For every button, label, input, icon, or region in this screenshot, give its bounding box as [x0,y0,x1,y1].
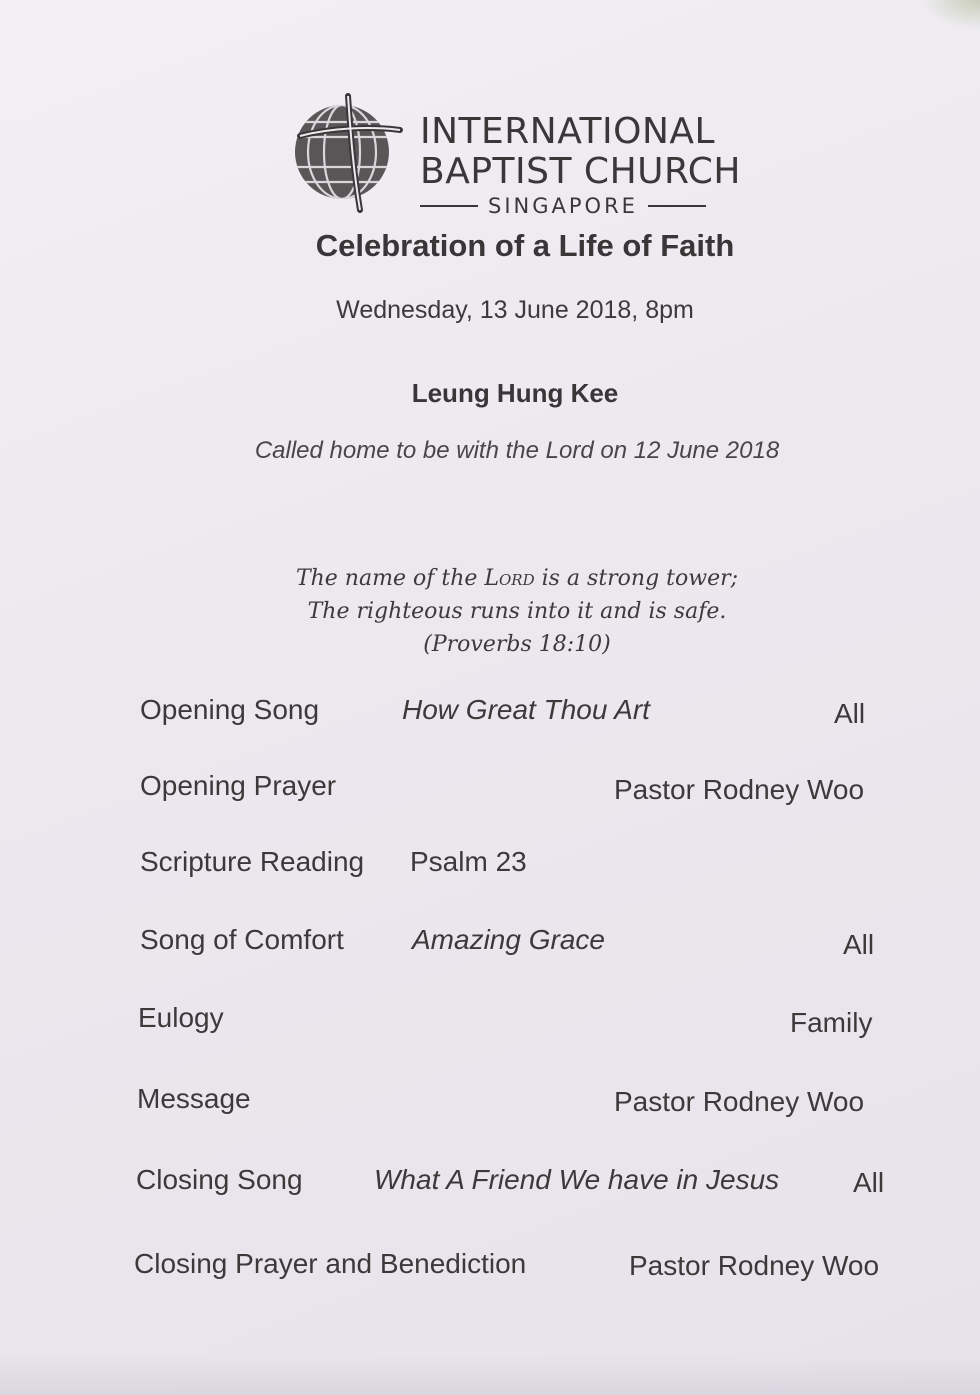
verse-line-2: The righteous runs into it and is safe. [307,599,727,624]
service-title: Celebration of a Life of Faith [315,228,735,263]
programme-item: Song of Comfort [140,924,344,955]
programme-by: Family [790,1007,873,1038]
programme-row-eulogy [0,1002,980,1042]
programme-row-closing-prayer [0,1248,980,1288]
programme-item: Closing Prayer and Benediction [134,1248,527,1279]
service-date: Wednesday, 13 June 2018, 8pm [336,296,694,324]
programme-by: All [853,1167,885,1198]
programme-piece: How Great Thou Art [402,694,650,725]
called-home-line: Called home to be with the Lord on 12 June 2018 [254,437,780,464]
programme-item: Scripture Reading [140,846,365,877]
programme-row-message [0,1083,980,1123]
programme-by: All [834,698,866,729]
logo-rule-left [420,205,478,207]
programme-piece: Psalm 23 [410,846,527,877]
programme-row-opening-song [0,694,980,734]
programme-row-scripture-reading [0,846,980,886]
verse-lord: Lord [484,566,535,591]
church-logo [290,92,750,222]
programme-item: Opening Song [140,694,320,725]
scripture-verse [0,562,980,661]
programme-by: Pastor Rodney Woo [614,1086,865,1117]
verse-line-1-end: is a strong tower; [534,566,739,591]
verse-line-1 [0,562,980,595]
logo-line-baptist-church: BAPTIST CHURCH [420,151,741,192]
verse-reference: (Proverbs 18:10) [423,632,611,657]
logo-singapore-text: SINGAPORE [488,194,638,218]
programme-by: Pastor Rodney Woo [629,1250,880,1281]
deceased-name: Leung Hung Kee [411,378,619,408]
bottom-shadow [0,1355,980,1395]
logo-rule-right [648,205,706,207]
programme-by: Pastor Rodney Woo [614,774,865,805]
corner-shadow [920,0,980,30]
logo-line-international: INTERNATIONAL [420,111,716,152]
programme-item: Message [137,1083,251,1114]
programme-item: Opening Prayer [140,770,337,801]
programme-row-closing-song [0,1164,980,1204]
logo-wordmark [420,112,750,218]
verse-line-1-start: The name of the [295,566,485,591]
programme-by: All [843,929,875,960]
programme-item: Eulogy [138,1002,224,1033]
programme-piece: What A Friend We have in Jesus [374,1164,780,1195]
logo-line-singapore [420,194,750,218]
globe-cross-icon [290,92,410,217]
programme-piece: Amazing Grace [412,924,605,955]
programme-item: Closing Song [136,1164,303,1195]
programme-row-opening-prayer [0,770,980,810]
programme-row-song-of-comfort [0,924,980,964]
